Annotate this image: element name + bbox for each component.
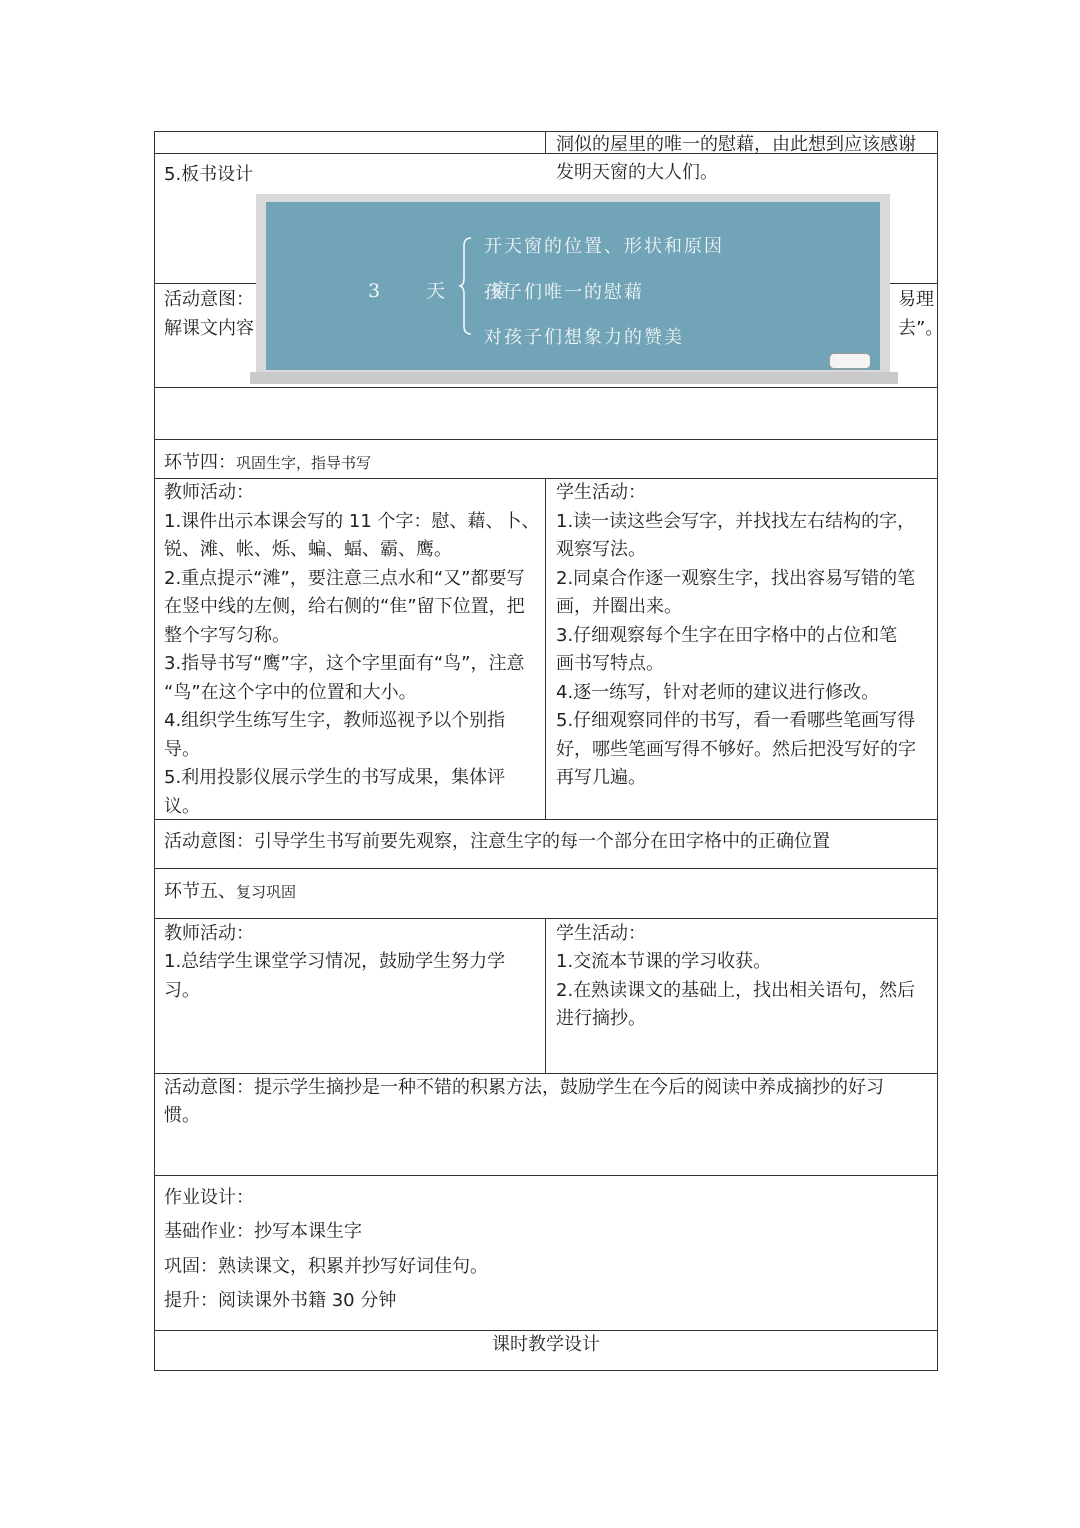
step4-teacher-label: 教师活动： bbox=[164, 482, 254, 503]
step5-intent-line: 活动意图：提示学生摘抄是一种不错的积累方法，鼓励学生在今后的阅读中养成摘抄的好习 bbox=[164, 1077, 884, 1098]
step4-student-line: 画，并圈出来。 bbox=[556, 596, 682, 617]
step5-student-label: 学生活动： bbox=[556, 923, 646, 944]
step5-intent-line: 惯。 bbox=[164, 1105, 200, 1126]
section5-right-text: 发明天窗的大人们。 bbox=[556, 162, 718, 183]
step4-teacher-line: 1.课件出示本课会写的 11 个字：慰、藉、卜、 bbox=[164, 511, 540, 532]
footer-title: 课时教学设计 bbox=[492, 1334, 600, 1355]
step4-student-line: 好，哪些笔画写得不够好。然后把没写好的字 bbox=[556, 739, 916, 760]
step4-teacher-line: 3.指导书写“鹰”字，这个字里面有“鸟”，注意 bbox=[164, 653, 525, 674]
step4-teacher-line: 4.组织学生练写生字，教师巡视予以个别指 bbox=[164, 710, 506, 731]
step4-student-label: 学生活动： bbox=[556, 482, 646, 503]
step5-teacher-line: 习。 bbox=[164, 980, 200, 1001]
step4-student-line: 1.读一读这些会写字，并找找左右结构的字， bbox=[556, 511, 916, 532]
blackboard-item-3: 对孩子们想象力的赞美 bbox=[484, 327, 684, 348]
step5-student-line: 进行摘抄。 bbox=[556, 1008, 646, 1029]
step4-student-line: 再写几遍。 bbox=[556, 767, 646, 788]
step4-title bbox=[164, 449, 371, 478]
step5-student-line: 1.交流本节课的学习收获。 bbox=[556, 951, 772, 972]
step4-student-line: 4.逐一练写，针对老师的建议进行修改。 bbox=[556, 682, 880, 703]
step5-student-line: 2.在熟读课文的基础上，找出相关语句，然后 bbox=[556, 980, 916, 1001]
step4-student-line: 3.仔细观察每个生字在田字格中的占位和笔 bbox=[556, 625, 898, 646]
step4-teacher-line: 2.重点提示“滩”，要注意三点水和“又”都要写 bbox=[164, 568, 525, 589]
curly-brace-icon bbox=[458, 236, 472, 336]
top-row-right-text: 洞似的屋里的唯一的慰藉，由此想到应该感谢 bbox=[556, 134, 916, 155]
blackboard-tray bbox=[250, 372, 898, 384]
eraser-icon bbox=[829, 353, 871, 369]
step4-teacher-line: 整个字写匀称。 bbox=[164, 625, 290, 646]
step4-teacher-line: 导。 bbox=[164, 739, 200, 760]
step4-teacher-line: “鸟”在这个字中的位置和大小。 bbox=[164, 682, 417, 703]
blackboard-item-2: 孩子们唯一的慰藉 bbox=[484, 282, 644, 303]
step5-title-small: 复习巩固 bbox=[236, 883, 297, 901]
step4-title-main: 环节四： bbox=[164, 452, 236, 473]
step4-student-line: 画书写特点。 bbox=[556, 653, 664, 674]
step5-teacher-label: 教师活动： bbox=[164, 923, 254, 944]
step4-teacher-line: 在竖中线的左侧，给右侧的“隹”留下位置，把 bbox=[164, 596, 525, 617]
homework-improve: 提升：阅读课外书籍 30 分钟 bbox=[164, 1290, 397, 1311]
step4-student-line: 5.仔细观察同伴的书写，看一看哪些笔画写得 bbox=[556, 710, 916, 731]
step5-title bbox=[164, 878, 296, 907]
blackboard-item-1: 开天窗的位置、形状和原因 bbox=[484, 236, 724, 257]
step4-title-small: 巩固生字，指导书写 bbox=[236, 454, 372, 472]
step4-intent: 活动意图：引导学生书写前要先观察，注意生字的每一个部分在田字格中的正确位置 bbox=[164, 831, 830, 852]
blackboard-title: 3 天 窗 bbox=[368, 280, 531, 302]
step4-student-line: 2.同桌合作逐一观察生字，找出容易写错的笔 bbox=[556, 568, 916, 589]
intent-partial-left-1: 活动意图： bbox=[164, 289, 254, 310]
step4-teacher-line: 5.利用投影仪展示学生的书写成果，集体评 bbox=[164, 767, 506, 788]
step4-student-line: 观察写法。 bbox=[556, 539, 646, 560]
homework-consolidate: 巩固：熟读课文，积累并抄写好词佳句。 bbox=[164, 1256, 488, 1277]
intent-partial-right-1: 易理 bbox=[898, 289, 934, 310]
step5-title-main: 环节五、 bbox=[164, 881, 236, 902]
step4-teacher-line: 议。 bbox=[164, 796, 200, 817]
intent-partial-right-2: 去”。 bbox=[898, 318, 944, 339]
step5-teacher-line: 1.总结学生课堂学习情况，鼓励学生努力学 bbox=[164, 951, 506, 972]
homework-basic: 基础作业：抄写本课生字 bbox=[164, 1221, 362, 1242]
homework-label: 作业设计： bbox=[164, 1187, 254, 1208]
step4-teacher-line: 锐、滩、帐、烁、蝙、蝠、霸、鹰。 bbox=[164, 539, 452, 560]
intent-partial-left-2: 解课文内容 bbox=[164, 318, 254, 339]
section5-label: 5.板书设计 bbox=[164, 164, 254, 185]
